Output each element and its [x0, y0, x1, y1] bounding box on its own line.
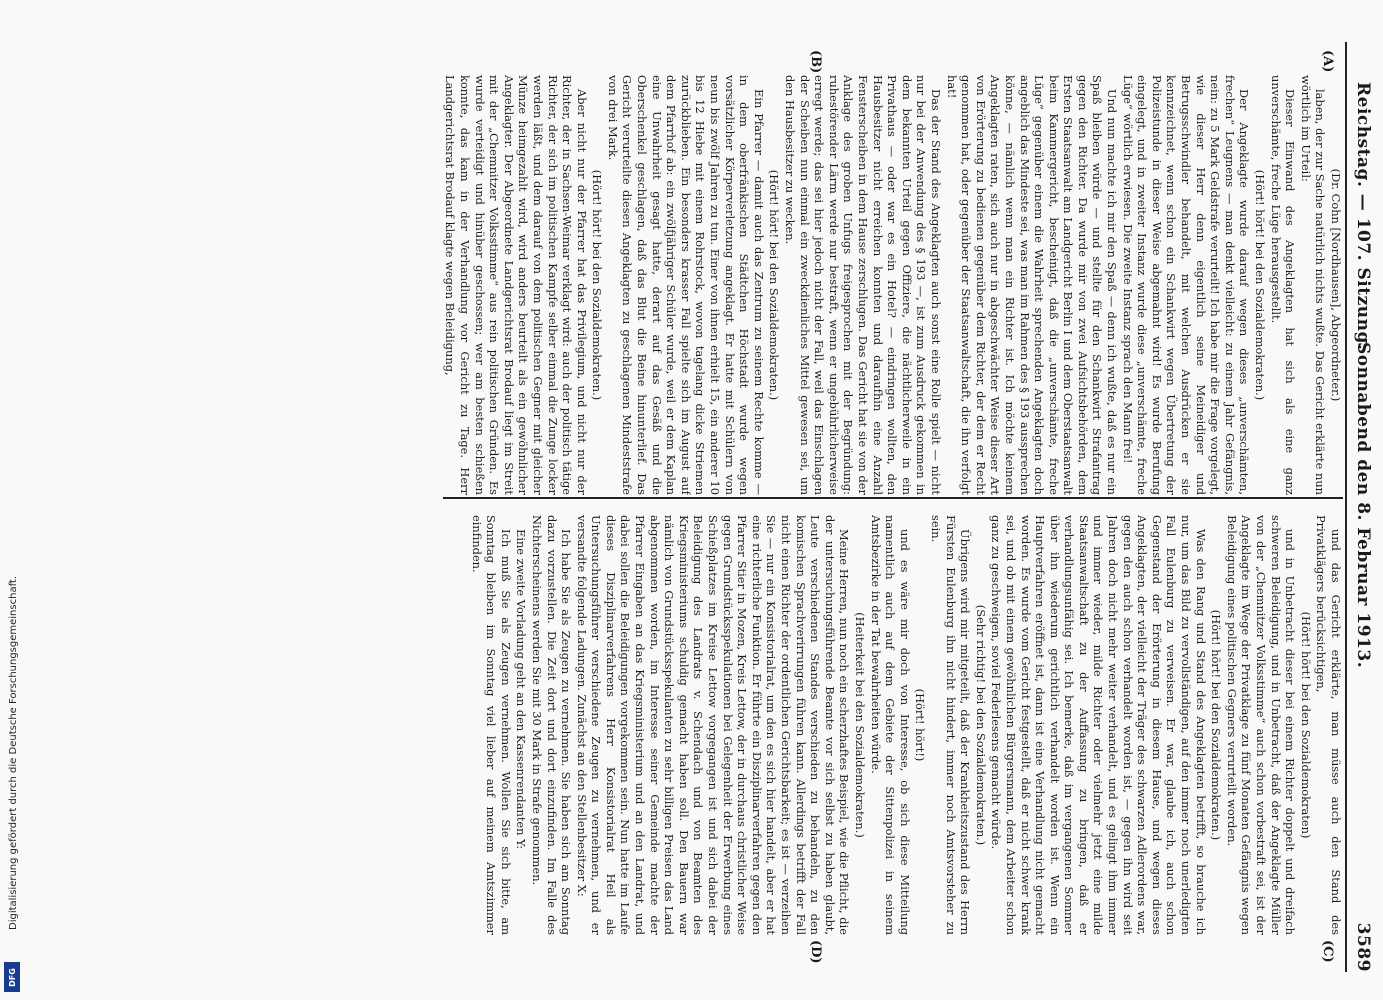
paragraph: (Dr. Cohn [Nordhausen], Abgeordneter.) [1329, 168, 1343, 402]
paragraph: Und nun machte ich mir den Spaß — denn ich wußte, daß es nur ein Spaß bleiben würde — und stellte für den Schankwirt Strafantrag gegen den Richter. Da wurde mir von zwei Aufsichtsbehörden, dem Ersten Staatsanwalt am Landgericht Berlin I und dem Oberstaatsanwalt beim Kammergericht, bescheinigt, daß die „unverschämte, freche Lüge“ gegenüber einem die Wahrheit sprechenden Angeklagten doch angeblich das Mindeste sei, was man im Rahmen des § 193 aussprechen könne, — nämlich wenn man ein Richter ist. Ich möchte keinem Angeklagten raten, sich auch nur in abgeschwächter Weise dieser Art von Erörterung zu bedienen gegenüber dem Richter, der dem er Recht genommen hat, oder gegenüber der Staatsanwaltschaft, die ihn verfolgt hat! [944, 75, 1120, 495]
paragraph: (Hört! hört! bei den Sozialdemokraten.) [767, 169, 782, 401]
text-column-right [443, 515, 1343, 935]
paragraph: (Hört! hört!) [913, 688, 928, 762]
header-left: Reichstag. — 107. Sitzung. [1353, 82, 1373, 351]
paragraph: Ich muß Sie als Zeugen vernehmen. Wollen Sie sich bitte, am Sonntag bleiben im Sonntag viel lieber auf meinem Amtszimmer einfinden. [469, 515, 513, 935]
page-header [1347, 42, 1381, 972]
paragraph: Ein Pfarrer — damit auch das Zentrum zu seinem Rechte komme — in dem oberfränkischen Städtchen Höchstadt wurde wegen vorsätzlicher Körperverletzung angeklagt. Er hatte mit Schülern von neun bis zwölf Jahren zu tun. Einer von ihnen erhielt 15, ein anderer 10 bis 12 Hiebe mit einem Rohrstock, wovon tagelang dicke Striemen zurückblieben. Ein besonders krasser Fall spielte sich im August auf dem Pfarrhof ab: ein zwölfjähriger Schüler wurde, weil er dem Kaplan eine Unwahrheit gesagt hatte, derart auf das Gesäß und die Oberschenkel geschlagen, daß das Blut die Beine hinunterlief. Das Gericht verurteilte diesen Angeklagten zu geschlagenen Mindeststrafe von drei Mark. [605, 75, 766, 495]
paragraph: (Hört! hört! bei den Sozialdemokraten) [1298, 611, 1313, 839]
paragraph: Dieser Einwand des Angeklagten hat sich als eine ganz unverschämte, freche Lüge herausgestellt. [1268, 75, 1298, 495]
paragraph: laben, der zur Sache natürlich nichts wußte. Das Gericht erklärte nun wörtlich im Urteil: [1298, 75, 1328, 495]
paragraph: (Hört! hört! bei den Sozialdemokraten.) [1209, 609, 1224, 841]
text-column-left [443, 75, 1343, 495]
paragraph: Meine Herren, nun noch ein scherzhaftes Beispiel, wie die Pflicht, die der untersuchungsführende Beamte vor sich selbst zu haben glaubt, Leute verschiedenen Standes verschieden zu behandeln, zu den komischen Sprachverirrungen führen kann. Allerdings betrifft der Fall nicht einen Richter der ordentlichen Gerichtsbarkeit; es ist — verzeihen Sie — nur ein Konsistorialrat, um den es sich hier handelt, aber er hat eine richterliche Funktion. Er führte ein Disziplinarverfahren gegen den Pfarrer Stier in Mozen, Kreis Lettow, der in durchaus christlicher Weise gegen Grundstücksspekulationen bei Gelegenheit der Erwerbung eines Schießplatzes im Kreise Lettow vorgegangen ist und sich dabei der Beleidigung des Landrats v. Schendach und von Beamten des Kriegsministeriums schuldig gemacht haben soll. Den Bauern war nämlich von Grundstücksspekulanten zu sehr billigen Preisen das Land abgenommen worden, im Interesse seiner Gemeinde machte der Pfarrer Eingaben an das Kriegsministerium und an den Landrat, und dabei sollen die Beleidigungen vorgekommen sein. Nun hatte im Laufe dieses Disziplinarverfahrens Herr Konsistorialrat Heil als Untersuchungsführer verschiedene Zeugen zu vernehmen, und er versandte folgende Ladungen. Zunächst an den Stellenbesitzer X: [574, 515, 852, 935]
page-number: 3589 [1353, 922, 1373, 972]
paragraph: (Hört! hört! bei den Sozialdemokraten.) [590, 169, 605, 401]
dfg-logo [4, 962, 20, 992]
paragraph: und es wäre mir doch von Interesse, ob sich diese Mitteilung namentlich auch auf dem Gebiete der Sittenpolizei in seinem Amtsbezirke in der Tat bewahrheiten würde. [868, 515, 912, 935]
paragraph: (Heiterkeit bei den Sozialdemokraten.) [853, 612, 867, 838]
header-rule [1345, 42, 1347, 972]
paragraph: Aber nicht nur der Pfarrer hat das Privilegium, und nicht nur der Richter, der in Sachsen-Weimar verklagt wird: auch der politisch tätige Richter, der sich im politischen Kampfe selber einmal die Zunge locker werden läßt, und dem darauf von dem politischen Gegner mit gleicher Münze heimgezahlt wird, wird anders beurteilt als ein gewöhnlicher Angeklagter. Der Abgeordnete Landgerichtsrat Brodauf liegt im Streit mit der „Chemnitzer Volksstimme“ aus rein politischen Gründen. Es wurde verteidigt und hinüber geschossen; wer am besten schießen konnte, das kam in der Verhandlung vor Gericht zu Tage. Herr Landgerichtsrat Brodauf klagte wegen Beleidigung, [443, 75, 589, 495]
paragraph: Eine zweite Vorladung geht an den Kassenrendanten Y: [514, 529, 529, 850]
paragraph: (Hört! hört! bei den Sozialdemokraten.) [1253, 169, 1268, 401]
paragraph: und das Gericht erklärte, man müsse auch den Stand des Privatklägers berücksichtigen, [1314, 515, 1343, 935]
margin-letter-b: (B) [808, 50, 823, 74]
column-divider [443, 497, 1343, 499]
paragraph: Ich habe Sie als Zeugen zu vernehmen. Sie haben sich am Sonntag dazu vorzustellen. Die Zeit dort und dort einzufinden. Im Falle des Nichterscheinens werden Sie mit 30 Mark in Strafe genommen. [529, 515, 574, 935]
margin-letter-c: (C) [1320, 940, 1335, 963]
dfg-logo-text: DFG [7, 967, 17, 987]
paragraph: (Sehr richtig! bei den Sozialdemokraten.) [973, 604, 988, 846]
paragraph: Was den Rang und Stand des Angeklagten betrifft, so brauche ich nur, um das Bild zu vervollständigen, auf den immer noch unerledigten Fall Eulenburg zu verweisen. Er war, glaube ich, auch schon Gegenstand der Erörterung in diesem Hause, und wegen dieses Angeklagten, der vielleicht der Träger des schwarzen Adlerordens war, gegen den auch schon verhandelt worden ist, — gegen ihn wird seit Jahren doch nicht mehr weiter verhandelt, und es gelingt ihm immer und immer wieder, milde Richter oder vielmehr jetzt eine milde Staatsanwaltschaft zu der Auffassung zu bringen, daß er verhandlungsunfähig sei. Ich bemerke, daß im vergangenen Sommer über ihn wiederum gerichtlich verhandelt worden ist. Wenn ein Hauptverfahren eröffnet ist, dann ist eine Verhandlung nicht gemacht worden. Es wurde vom Gericht festgestellt, daß er nicht schwer krank sei, und ob mit einem gewöhnlichen Bürgersmann, dem Arbeiter schon ganz zu geschweigen, soviel Federlesens gemacht würde. [989, 515, 1208, 935]
margin-letter-d: (D) [808, 940, 823, 964]
paragraph: Das der Stand des Angeklagten auch sonst eine Rolle spielt — nicht nur bei der Anwendung des § 193 —, ist zum Ausdruck gekommen in dem bekannten Urteil gegen Offiziere, die nächtlicherweile in ein Privathaus — oder war es ein Hotel? — eindringen wollten, den Hausbesitzer nicht erreichen konnten und daraufhin eine Anzahl Fensterscheiben in dem Hause zerschlugen. Das Gericht hat sie von der Anklage des groben Unfugs freigesprochen mit der Begründung: ruhestörender Lärm werde nur bestraft, wenn er ungebührlicherweise erregt werde; das sei hier jedoch nicht der Fall, weil das Einschlagen der Scheiben nun einmal ein zweckdienliches Mittel gewesen sei, um den Hausbesitzer zu wecken. [783, 75, 943, 495]
header-center: Sonnabend den 8. Februar 1913. [1353, 342, 1373, 669]
digitization-credit: Digitalisierung gefördert durch die Deutsche Forschungsgemeinschaft. [8, 575, 19, 930]
paragraph: Übrigens wird mir mitgeteilt, daß der Krankheitszustand des Herrn Fürsten Eulenburg ihn nicht hindert, immer noch Amtsvorsteher zu sein. [928, 515, 973, 935]
paragraph: Der Angeklagte wurde darauf wegen dieses „unverschämten, frechen“ Leugnens — man denkt vielleicht: zu einem Jahr Gefängnis, nein: zu 5 Mark Geldstrafe verurteilt! Ich habe mir die Frage vorgelegt, wie dieser Herr denn eigentlich seine Meineidiger und Betrugsschwindler behandelt, mit welchen Ausdrücken er sie kennzeichnet, wenn schon ein Schankwirt wegen Übertretung der Polizeistunde in dieser Weise abgemahnt wird! Es wurde Berufung eingelegt, und in zweiter Instanz wurde diese „unverschämte, freche Lüge“ wörtlich erwiesen. Die zweite Instanz sprach den Mann frei! [1120, 75, 1252, 495]
margin-letter-a: (A) [1320, 50, 1335, 73]
paragraph: und in Unbetracht dieser bei einem Richter doppelt und dreifach schweren Beleidigung, und in Unbetracht, daß der Angeklagte Müller von der „Chemnitzer Volksstimme“ auch schon vorbestraft sei, ist der Angeklagte im Wege der Privatklage zu fünf Monaten Gefängnis wegen Beleidigung eines politischen Gegners verurteilt worden. [1224, 515, 1298, 935]
